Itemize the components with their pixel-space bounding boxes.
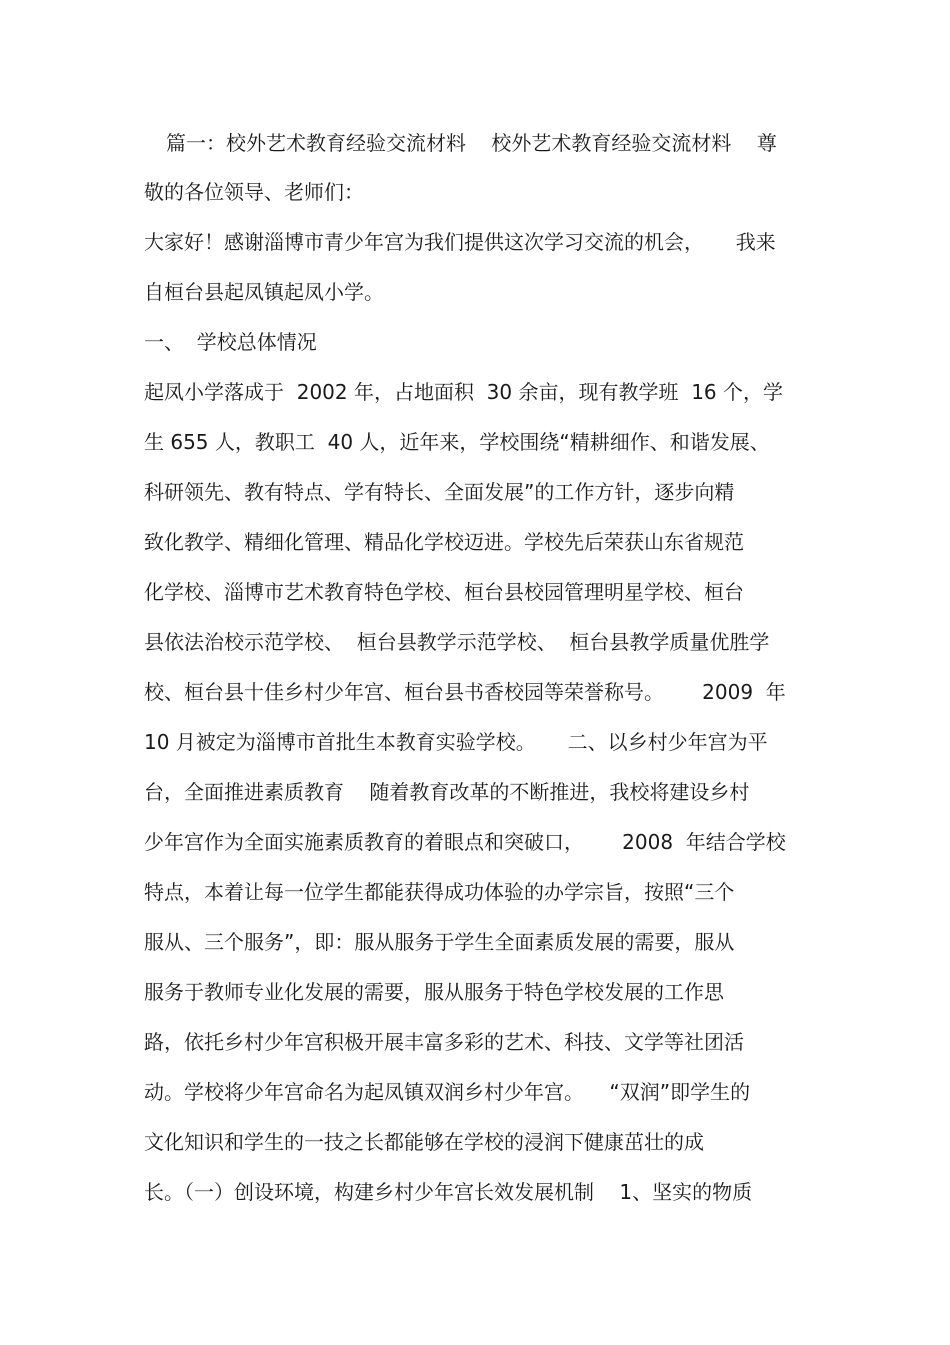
text-line: 致化教学、精细化管理、精品化学校迈进。学校先后荣获山东省规范 [144,530,744,554]
text-line: 文化知识和学生的一技之长都能够在学校的浸润下健康茁壮的成 [144,1130,704,1154]
text-line: 校、桓台县十佳乡村少年宫、桓台县书香校园等荣誉称号。 2009 年 [144,680,786,704]
text-line: 县依法治校示范学校、 桓台县教学示范学校、 桓台县教学质量优胜学 [144,630,770,654]
text-line: 台，全面推进素质教育 随着教育改革的不断推进，我校将建设乡村 [144,780,750,804]
section-heading: 一、 学校总体情况 [144,330,317,354]
text-line: 大家好！感谢淄博市青少年宫为我们提供这次学习交流的机会， 我来 [144,230,776,254]
text-line: 篇一：校外艺术教育经验交流材料 校外艺术教育经验交流材料 尊 [166,131,777,155]
text-line: 自桓台县起凤镇起凤小学。 [144,280,384,304]
text-line: 路，依托乡村少年宫积极开展丰富多彩的艺术、科技、文学等社团活 [144,1030,744,1054]
text-line: 长。（一）创设环境，构建乡村少年宫长效发展机制 1、坚实的物质 [144,1180,753,1204]
text-line: 服从、三个服务”，即：服从服务于学生全面素质发展的需要，服从 [144,930,735,954]
text-line: 科研领先、教有特点、学有特长、全面发展”的工作方针，逐步向精 [144,480,735,504]
text-line: 敬的各位领导、老师们： [144,180,364,204]
text-line: 特点，本着让每一位学生都能获得成功体验的办学宗旨，按照“三个 [144,880,735,904]
text-line: 服务于教师专业化发展的需要，服从服务于特色学校发展的工作思 [144,980,724,1004]
text-line: 起凤小学落成于 2002 年，占地面积 30 余亩，现有教学班 16 个，学 [144,380,784,404]
text-line: 动。学校将少年宫命名为起凤镇双润乡村少年宫。 “双润”即学生的 [144,1080,751,1104]
text-line: 化学校、淄博市艺术教育特色学校、桓台县校园管理明星学校、桓台 [144,580,744,604]
text-line: 少年宫作为全面实施素质教育的着眼点和突破口， 2008 年结合学校 [144,830,786,854]
text-line: 生 655 人，教职工 40 人，近年来，学校围绕“精耕细作、和谐发展、 [144,430,770,454]
text-line: 10 月被定为淄博市首批生本教育实验学校。 二、以乡村少年宫为平 [144,730,768,754]
